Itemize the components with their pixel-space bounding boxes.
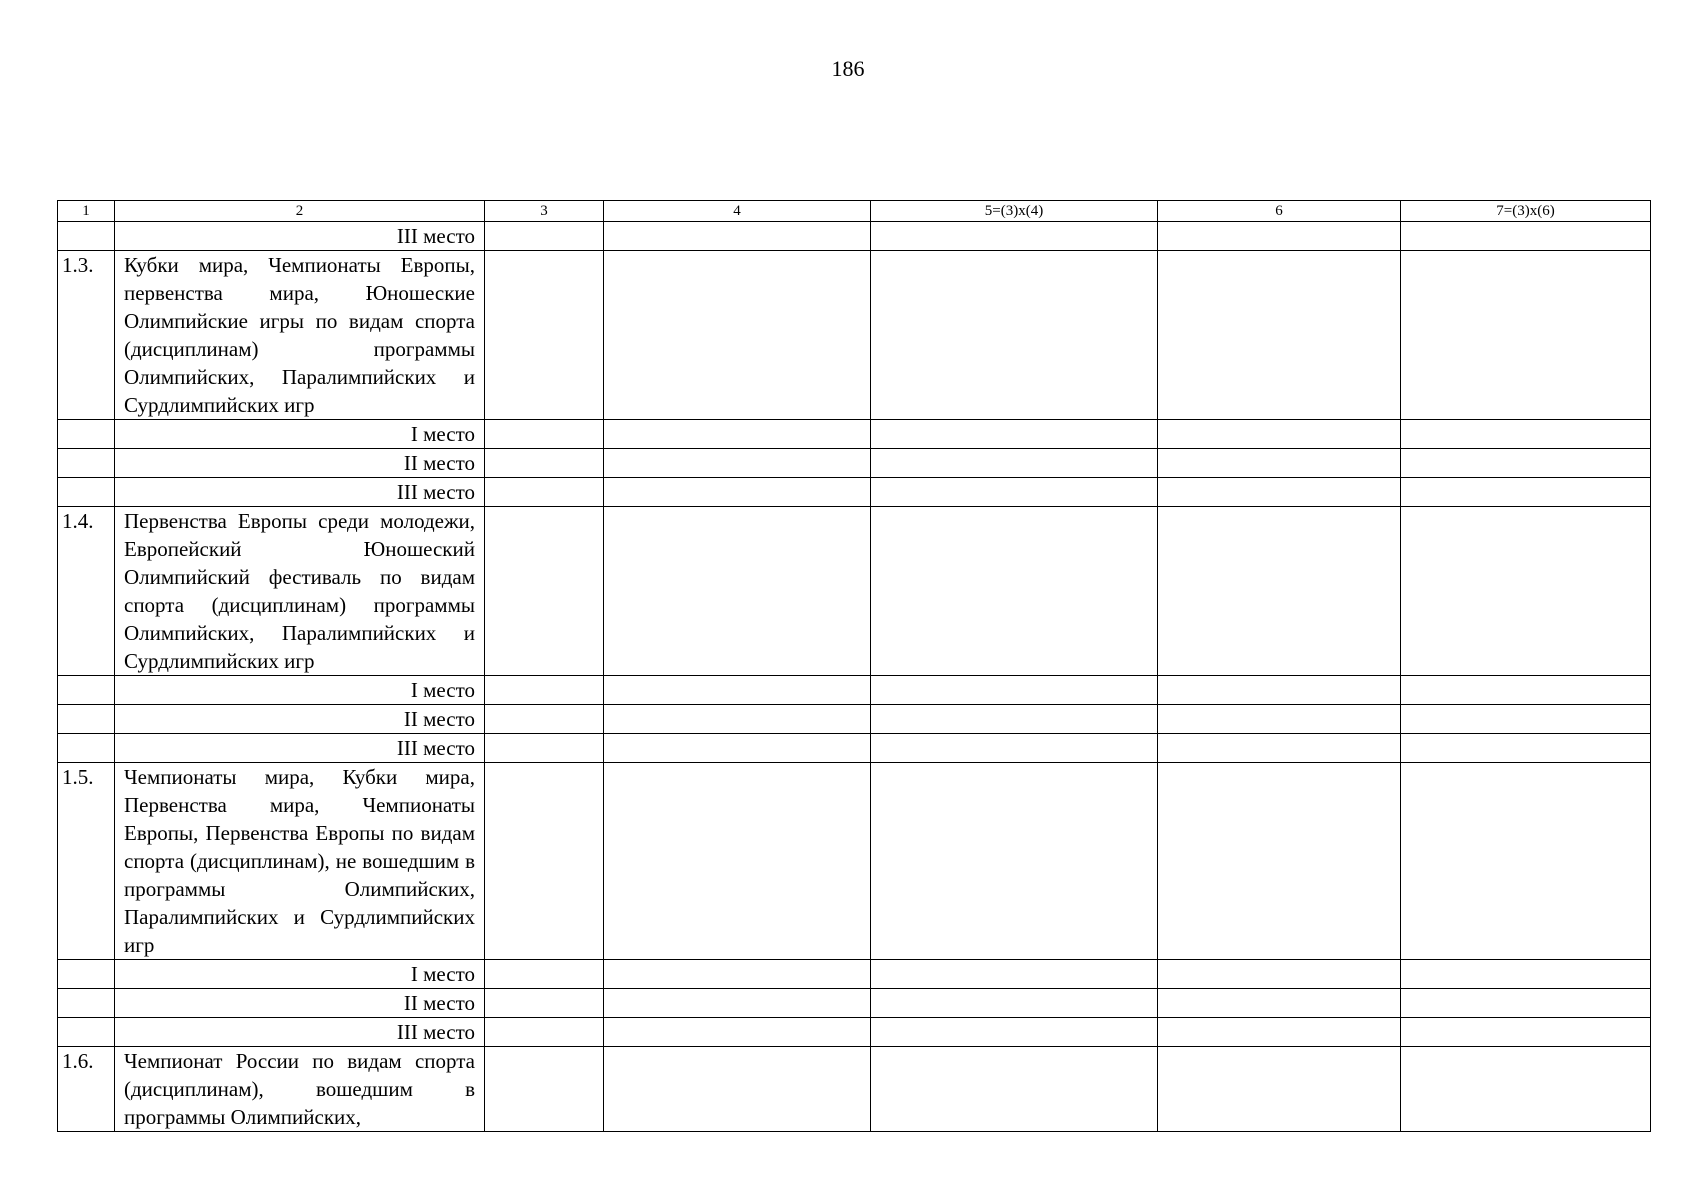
empty-value-cell xyxy=(485,734,604,763)
empty-value-cell xyxy=(1401,960,1651,989)
empty-value-cell xyxy=(871,449,1158,478)
empty-value-cell xyxy=(604,676,871,705)
item-number-cell xyxy=(58,734,115,763)
item-row xyxy=(58,763,1651,960)
empty-value-cell xyxy=(1401,449,1651,478)
empty-value-cell xyxy=(871,222,1158,251)
empty-value-cell xyxy=(604,420,871,449)
empty-value-cell xyxy=(485,507,604,676)
item-number-cell: 1.3. xyxy=(58,251,115,420)
place-row xyxy=(58,1018,1651,1047)
place-label-cell: III место xyxy=(115,1018,485,1047)
empty-value-cell xyxy=(871,507,1158,676)
empty-value-cell xyxy=(1158,222,1401,251)
item-number-cell: 1.6. xyxy=(58,1047,115,1132)
empty-value-cell xyxy=(1158,478,1401,507)
empty-value-cell xyxy=(485,251,604,420)
empty-value-cell xyxy=(1401,1047,1651,1132)
place-row xyxy=(58,705,1651,734)
place-row xyxy=(58,449,1651,478)
empty-value-cell xyxy=(604,478,871,507)
item-number-cell xyxy=(58,478,115,507)
empty-value-cell xyxy=(485,1018,604,1047)
place-row xyxy=(58,734,1651,763)
header-cell: 2 xyxy=(115,201,485,222)
empty-value-cell xyxy=(1401,478,1651,507)
empty-value-cell xyxy=(604,989,871,1018)
empty-value-cell xyxy=(604,960,871,989)
empty-value-cell xyxy=(1401,420,1651,449)
header-cell: 3 xyxy=(485,201,604,222)
competition-description-cell: Кубки мира, Чемпионаты Европы, первенства мира, Юношеские Олимпийские игры по видам спорта (дисциплинам) программы Олимпийских, Паралимпийских и Сурдлимпийских игр xyxy=(115,251,485,420)
empty-value-cell xyxy=(1401,507,1651,676)
empty-value-cell xyxy=(871,705,1158,734)
empty-value-cell xyxy=(1401,705,1651,734)
empty-value-cell xyxy=(871,1047,1158,1132)
empty-value-cell xyxy=(871,989,1158,1018)
empty-value-cell xyxy=(871,251,1158,420)
empty-value-cell xyxy=(1158,676,1401,705)
empty-value-cell xyxy=(1158,763,1401,960)
place-label-cell: I место xyxy=(115,420,485,449)
empty-value-cell xyxy=(485,420,604,449)
place-label-cell: II место xyxy=(115,989,485,1018)
item-number-cell: 1.5. xyxy=(58,763,115,960)
empty-value-cell xyxy=(485,960,604,989)
place-label-cell: II место xyxy=(115,705,485,734)
empty-value-cell xyxy=(1158,507,1401,676)
empty-value-cell xyxy=(604,251,871,420)
empty-value-cell xyxy=(1401,989,1651,1018)
table-header-row xyxy=(58,201,1651,222)
competition-description-cell: Чемпионаты мира, Кубки мира, Первенства мира, Чемпионаты Европы, Первенства Европы по видам спорта (дисциплинам), не вошедшим в программы Олимпийских, Паралимпийских и Сурдлимпийских игр xyxy=(115,763,485,960)
competition-description-cell: Чемпионат России по видам спорта (дисциплинам), вошедшим в программы Олимпийских, xyxy=(115,1047,485,1132)
empty-value-cell xyxy=(1158,734,1401,763)
place-label-cell: III место xyxy=(115,222,485,251)
empty-value-cell xyxy=(604,1018,871,1047)
empty-value-cell xyxy=(485,449,604,478)
place-row xyxy=(58,676,1651,705)
place-row xyxy=(58,989,1651,1018)
empty-value-cell xyxy=(1401,676,1651,705)
item-number-cell xyxy=(58,420,115,449)
empty-value-cell xyxy=(871,478,1158,507)
empty-value-cell xyxy=(604,1047,871,1132)
results-table xyxy=(57,200,1651,1132)
empty-value-cell xyxy=(604,734,871,763)
item-number-cell xyxy=(58,1018,115,1047)
empty-value-cell xyxy=(485,763,604,960)
page-number: 186 xyxy=(831,56,865,81)
item-row xyxy=(58,251,1651,420)
empty-value-cell xyxy=(1158,705,1401,734)
empty-value-cell xyxy=(1401,1018,1651,1047)
place-label-cell: I место xyxy=(115,676,485,705)
empty-value-cell xyxy=(1158,251,1401,420)
empty-value-cell xyxy=(485,222,604,251)
item-row xyxy=(58,1047,1651,1132)
empty-value-cell xyxy=(871,734,1158,763)
item-number-cell xyxy=(58,960,115,989)
header-cell: 7=(3)x(6) xyxy=(1401,201,1651,222)
header-cell: 1 xyxy=(58,201,115,222)
header-cell: 5=(3)x(4) xyxy=(871,201,1158,222)
empty-value-cell xyxy=(1158,1018,1401,1047)
empty-value-cell xyxy=(1158,1047,1401,1132)
place-row xyxy=(58,960,1651,989)
empty-value-cell xyxy=(485,676,604,705)
empty-value-cell xyxy=(871,1018,1158,1047)
place-label-cell: III место xyxy=(115,478,485,507)
empty-value-cell xyxy=(871,960,1158,989)
item-number-cell xyxy=(58,222,115,251)
header-cell: 6 xyxy=(1158,201,1401,222)
empty-value-cell xyxy=(485,478,604,507)
empty-value-cell xyxy=(871,763,1158,960)
competition-description-cell: Первенства Европы среди молодежи, Европейский Юношеский Олимпийский фестиваль по видам спорта (дисциплинам) программы Олимпийских, Паралимпийских и Сурдлимпийских игр xyxy=(115,507,485,676)
empty-value-cell xyxy=(871,420,1158,449)
empty-value-cell xyxy=(1158,449,1401,478)
empty-value-cell xyxy=(871,676,1158,705)
header-cell: 4 xyxy=(604,201,871,222)
item-number-cell: 1.4. xyxy=(58,507,115,676)
item-number-cell xyxy=(58,449,115,478)
empty-value-cell xyxy=(604,763,871,960)
place-label-cell: III место xyxy=(115,734,485,763)
empty-value-cell xyxy=(1401,734,1651,763)
empty-value-cell xyxy=(1158,420,1401,449)
empty-value-cell xyxy=(604,222,871,251)
empty-value-cell xyxy=(1158,960,1401,989)
place-label-cell: II место xyxy=(115,449,485,478)
empty-value-cell xyxy=(485,705,604,734)
item-number-cell xyxy=(58,989,115,1018)
item-number-cell xyxy=(58,705,115,734)
empty-value-cell xyxy=(604,705,871,734)
empty-value-cell xyxy=(485,1047,604,1132)
empty-value-cell xyxy=(1401,763,1651,960)
empty-value-cell xyxy=(1401,222,1651,251)
empty-value-cell xyxy=(1158,989,1401,1018)
empty-value-cell xyxy=(1401,251,1651,420)
place-label-cell: I место xyxy=(115,960,485,989)
place-row xyxy=(58,222,1651,251)
place-row xyxy=(58,420,1651,449)
empty-value-cell xyxy=(485,989,604,1018)
item-number-cell xyxy=(58,676,115,705)
place-row xyxy=(58,478,1651,507)
item-row xyxy=(58,507,1651,676)
empty-value-cell xyxy=(604,507,871,676)
empty-value-cell xyxy=(604,449,871,478)
